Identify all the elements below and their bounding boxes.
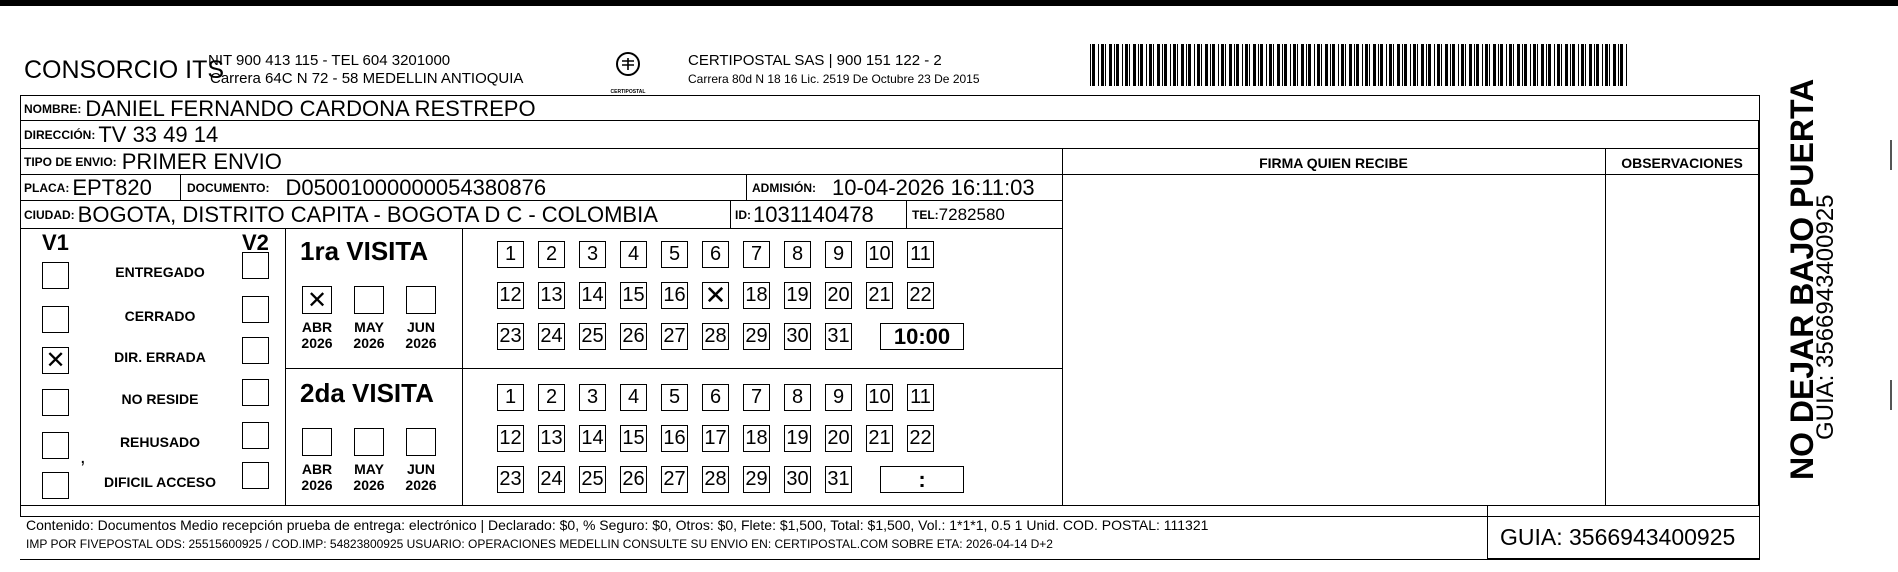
day-box[interactable]: 28	[702, 323, 729, 350]
day-box[interactable]: 23	[497, 323, 524, 350]
month-name: MAY	[354, 319, 384, 335]
ship-type-label: TIPO DE ENVIO:	[24, 154, 117, 169]
day-box[interactable]: 9	[825, 384, 852, 411]
plate: EPT820	[72, 174, 152, 200]
v2-checkbox[interactable]	[242, 252, 269, 279]
barcode-bar	[1253, 44, 1256, 86]
day-box[interactable]: 13	[538, 425, 565, 452]
month-year: 2026	[301, 335, 333, 351]
observations-header: OBSERVACIONES	[1621, 155, 1743, 171]
barcode-bar	[1493, 44, 1496, 86]
barcode-bar	[1338, 44, 1339, 86]
barcode-bar	[1314, 44, 1315, 86]
status-label: REHUSADO	[119, 434, 201, 450]
barcode-bar	[1164, 44, 1167, 86]
barcode-bar	[1513, 44, 1514, 86]
barcode-bar	[1245, 44, 1248, 86]
barcode-bar	[1413, 44, 1416, 86]
barcode-bar	[1129, 44, 1130, 86]
day-box[interactable]: 18	[743, 282, 770, 309]
edge-mark	[1890, 140, 1892, 170]
month-label	[342, 461, 396, 493]
barcode-bar	[1188, 44, 1191, 86]
barcode-bar	[1410, 44, 1411, 86]
barcode-bar	[1098, 44, 1099, 86]
barcode-bar	[1530, 44, 1531, 86]
barcode-bar	[1140, 44, 1143, 86]
barcode-bar	[1596, 44, 1599, 86]
month-label	[290, 319, 344, 351]
barcode-bar	[1426, 44, 1427, 86]
barcode-bar	[1273, 44, 1274, 86]
month-name: JUN	[406, 319, 435, 335]
barcode-bar	[1345, 44, 1346, 86]
barcode-bar	[1293, 44, 1296, 86]
tel-number: 7282580	[938, 204, 1005, 224]
day-box[interactable]: 5	[661, 241, 688, 268]
edge-mark	[1890, 380, 1892, 410]
barcode-bar	[1618, 44, 1619, 86]
day-box[interactable]: 20	[825, 425, 852, 452]
barcode-bar	[1561, 44, 1562, 86]
barcode-bar	[1269, 44, 1272, 86]
barcode-bar	[1609, 44, 1610, 86]
barcode-bar	[1330, 44, 1331, 86]
barcode-bar	[1437, 44, 1440, 86]
barcode-bar	[1116, 44, 1119, 86]
footer-guia-divider	[1487, 505, 1488, 517]
barcode-bar	[1332, 44, 1335, 86]
day-box[interactable]: 22	[907, 425, 934, 452]
month-year: 2026	[353, 477, 385, 493]
barcode-bar	[1380, 44, 1383, 86]
month-label	[394, 461, 448, 493]
day-box[interactable]: 9	[825, 241, 852, 268]
barcode-bar	[1461, 44, 1464, 86]
month-year: 2026	[405, 335, 437, 351]
barcode-bar	[1194, 44, 1195, 86]
barcode-bar	[1109, 44, 1112, 86]
barcode-bar	[1221, 44, 1224, 86]
status-divider	[285, 228, 286, 505]
barcode-bar	[1445, 44, 1448, 86]
certipostal-logo	[605, 50, 651, 95]
barcode-bar	[1389, 44, 1392, 86]
day-box[interactable]: 5	[661, 384, 688, 411]
barcode-bar	[1105, 44, 1106, 86]
barcode-bar	[1605, 44, 1608, 86]
barcode-bar	[1317, 44, 1320, 86]
time-box[interactable]: 10:00	[880, 323, 964, 350]
barcode-bar	[1541, 44, 1544, 86]
barcode-bar	[1469, 44, 1472, 86]
barcode-bar	[1509, 44, 1512, 86]
barcode-bar	[1428, 44, 1431, 86]
time-box[interactable]: :	[880, 466, 964, 493]
day-box[interactable]: 27	[661, 466, 688, 493]
day-box[interactable]: 25	[579, 323, 606, 350]
day-box[interactable]: 12	[497, 425, 524, 452]
barcode-bar	[1186, 44, 1187, 86]
row-line	[20, 228, 1062, 229]
stray-mark: ,	[80, 446, 86, 468]
day-box[interactable]: 14	[579, 425, 606, 452]
barcode-bar	[1229, 44, 1232, 86]
barcode-bar	[1565, 44, 1568, 86]
footer-bottom-line	[20, 559, 1760, 560]
barcode-bar	[1249, 44, 1250, 86]
barcode-bar	[1589, 44, 1592, 86]
month-year: 2026	[301, 477, 333, 493]
day-box[interactable]: 21	[866, 282, 893, 309]
barcode-bar	[1441, 44, 1442, 86]
address-label: DIRECCIÓN:	[24, 128, 96, 142]
visit1-title: 1ra VISITA	[300, 236, 429, 266]
day-box[interactable]: 30	[784, 323, 811, 350]
v1-checkbox[interactable]: ✕	[42, 347, 69, 374]
barcode-bar	[1482, 44, 1483, 86]
barcode-bar	[1090, 44, 1091, 86]
barcode-bar	[1476, 44, 1479, 86]
barcode-bar	[1349, 44, 1352, 86]
barcode-bar	[1138, 44, 1139, 86]
v2-checkbox[interactable]	[242, 462, 269, 489]
barcode-bar	[1306, 44, 1307, 86]
day-box[interactable]: 16	[661, 282, 688, 309]
month-checkbox[interactable]	[406, 286, 436, 314]
day-box[interactable]: 10	[866, 384, 893, 411]
cell-divider	[746, 175, 747, 200]
day-box[interactable]: 29	[743, 323, 770, 350]
barcode-bar	[1157, 44, 1160, 86]
barcode-bar	[1557, 44, 1560, 86]
day-box[interactable]: 21	[866, 425, 893, 452]
barcode-bar	[1354, 44, 1355, 86]
city: BOGOTA, DISTRITO CAPITA - BOGOTA D C - COLOMBIA	[77, 201, 658, 227]
barcode-bar	[1594, 44, 1595, 86]
day-box[interactable]: 7	[743, 241, 770, 268]
cell-divider	[906, 201, 907, 228]
barcode-bar	[1548, 44, 1551, 86]
visit2-title: 2da VISITA	[300, 378, 434, 408]
barcode-bar	[1162, 44, 1163, 86]
barcode-bar	[1620, 44, 1623, 86]
day-box[interactable]: 29	[743, 466, 770, 493]
barcode-bar	[1218, 44, 1219, 86]
barcode-bar	[1613, 44, 1616, 86]
month-label	[290, 461, 344, 493]
day-box[interactable]: 22	[907, 282, 934, 309]
barcode-bar	[1212, 44, 1215, 86]
months-divider	[462, 228, 463, 505]
status-label: DIFICIL ACCESO	[103, 474, 216, 490]
v1-checkbox[interactable]	[42, 389, 69, 416]
barcode-bar	[1205, 44, 1208, 86]
barcode-bar	[1297, 44, 1298, 86]
barcode-bar	[1210, 44, 1211, 86]
barcode-bar	[1356, 44, 1359, 86]
id-label: ID:	[735, 207, 751, 222]
day-box[interactable]: 12	[497, 282, 524, 309]
barcode-bar	[1498, 44, 1499, 86]
day-box[interactable]: 15	[620, 425, 647, 452]
status-label: DIR. ERRADA	[114, 349, 206, 365]
barcode-bar	[1506, 44, 1507, 86]
v1-checkbox[interactable]	[42, 472, 69, 499]
barcode-bar	[1626, 44, 1627, 86]
col-divider	[1062, 148, 1063, 505]
barcode-bar	[1277, 44, 1280, 86]
barcode-bar	[1101, 44, 1104, 86]
barcode-bar	[1404, 44, 1407, 86]
day-box[interactable]: 19	[784, 282, 811, 309]
day-box[interactable]: 8	[784, 241, 811, 268]
barcode-bar	[1397, 44, 1400, 86]
barcode-bar	[1325, 44, 1328, 86]
day-box[interactable]: 6	[702, 384, 729, 411]
barcode-bar	[1308, 44, 1311, 86]
day-box[interactable]: ✕	[702, 282, 729, 309]
barcode-bar	[1225, 44, 1226, 86]
admission-label: ADMISIÓN:	[752, 180, 816, 195]
carrier-name: CERTIPOSTAL SAS | 900 151 122 - 2	[688, 52, 942, 69]
day-box[interactable]: 19	[784, 425, 811, 452]
barcode-bar	[1282, 44, 1283, 86]
month-checkbox[interactable]	[354, 286, 384, 314]
barcode-bar	[1146, 44, 1147, 86]
company-nit: NIT 900 413 115 - TEL 604 3201000	[208, 52, 451, 69]
month-checkbox[interactable]	[302, 428, 332, 456]
barcode-bar	[1546, 44, 1547, 86]
month-label	[342, 319, 396, 351]
v2-checkbox[interactable]	[242, 296, 269, 323]
day-box[interactable]: 6	[702, 241, 729, 268]
day-box[interactable]: 10	[866, 241, 893, 268]
barcode-bar	[1114, 44, 1115, 86]
barcode-bar	[1201, 44, 1202, 86]
status-label: NO RESIDE	[121, 391, 199, 407]
barcode-bar	[1554, 44, 1555, 86]
day-box[interactable]: 28	[702, 466, 729, 493]
barcode-bar	[1533, 44, 1536, 86]
barcode-bar	[1373, 44, 1376, 86]
barcode-bar	[1362, 44, 1363, 86]
barcode-bar	[1341, 44, 1344, 86]
top-border	[0, 0, 1898, 6]
id-number: 1031140478	[753, 201, 874, 227]
cell-divider	[730, 201, 731, 228]
month-checkbox[interactable]: ✕	[302, 286, 332, 314]
admission-date: 10-04-2026 16:11:03	[832, 174, 1035, 200]
barcode-bar	[1125, 44, 1128, 86]
barcode-bar	[1266, 44, 1267, 86]
day-box[interactable]: 8	[784, 384, 811, 411]
barcode-bar	[1417, 44, 1418, 86]
barcode-bar	[1365, 44, 1368, 86]
day-box[interactable]: 20	[825, 282, 852, 309]
company-address: Carrera 64C N 72 - 58 MEDELLIN ANTIOQUIA	[210, 70, 524, 87]
city-label: CIUDAD:	[24, 207, 75, 222]
barcode	[1090, 44, 1630, 86]
day-box[interactable]: 3	[579, 384, 606, 411]
day-box[interactable]: 31	[825, 466, 852, 493]
day-box[interactable]: 1	[497, 384, 524, 411]
document-number: D05001000000054380876	[285, 174, 547, 200]
col-header-line	[1062, 174, 1760, 175]
day-box[interactable]: 24	[538, 323, 565, 350]
footer-line	[20, 505, 1760, 506]
barcode-bar	[1153, 44, 1154, 86]
day-box[interactable]: 30	[784, 466, 811, 493]
v1-checkbox[interactable]	[42, 306, 69, 333]
col-divider	[1605, 148, 1606, 505]
barcode-bar	[1242, 44, 1243, 86]
v2-checkbox[interactable]	[242, 337, 269, 364]
barcode-bar	[1570, 44, 1571, 86]
signature-header: FIRMA QUIEN RECIBE	[1259, 155, 1408, 171]
day-box[interactable]: 23	[497, 466, 524, 493]
barcode-bar	[1122, 44, 1123, 86]
barcode-bar	[1321, 44, 1322, 86]
footer-content: Contenido: Documentos Medio recepción prueba de entrega: electrónico | Declarado: $0, % Seguro: $0, Otros: $0, Flete: $1,500, Total: $1,500, Vol.: 1*1*1, 0.5 1 Unid. COD. POSTAL: 111321	[26, 517, 1209, 533]
footer-guia: GUIA: 3566943400925	[1500, 524, 1736, 550]
barcode-bar	[1402, 44, 1403, 86]
recipient-name: DANIEL FERNANDO CARDONA RESTREPO	[85, 95, 536, 121]
barcode-bar	[1301, 44, 1304, 86]
day-box[interactable]: 4	[620, 384, 647, 411]
month-year: 2026	[353, 335, 385, 351]
day-box[interactable]: 16	[661, 425, 688, 452]
barcode-bar	[1450, 44, 1451, 86]
day-box[interactable]: 27	[661, 323, 688, 350]
day-box[interactable]: 4	[620, 241, 647, 268]
barcode-bar	[1485, 44, 1488, 86]
v1-checkbox[interactable]	[42, 432, 69, 459]
month-checkbox[interactable]	[406, 428, 436, 456]
month-name: JUN	[406, 461, 435, 477]
month-name: ABR	[301, 461, 333, 477]
cell-divider	[180, 175, 181, 200]
month-year: 2026	[405, 477, 437, 493]
barcode-bar	[1517, 44, 1520, 86]
day-box[interactable]: 1	[497, 241, 524, 268]
v2-header: V2	[242, 230, 269, 255]
barcode-bar	[1581, 44, 1584, 86]
day-box[interactable]: 3	[579, 241, 606, 268]
plate-label: PLACA:	[24, 180, 70, 195]
document-label: DOCUMENTO:	[187, 180, 270, 195]
v1-checkbox[interactable]	[42, 262, 69, 289]
barcode-bar	[1524, 44, 1527, 86]
day-box[interactable]: 2	[538, 241, 565, 268]
barcode-bar	[1537, 44, 1538, 86]
barcode-bar	[1386, 44, 1387, 86]
v2-checkbox[interactable]	[242, 422, 269, 449]
barcode-bar	[1452, 44, 1455, 86]
barcode-bar	[1236, 44, 1239, 86]
month-checkbox[interactable]	[354, 428, 384, 456]
name-label: NOMBRE:	[24, 101, 82, 116]
barcode-bar	[1170, 44, 1171, 86]
company-name: CONSORCIO ITS	[24, 56, 225, 84]
barcode-bar	[1173, 44, 1176, 86]
barcode-bar	[1500, 44, 1503, 86]
day-box[interactable]: 11	[907, 384, 934, 411]
barcode-bar	[1290, 44, 1291, 86]
barcode-bar	[1234, 44, 1235, 86]
barcode-bar	[1092, 44, 1095, 86]
barcode-bar	[1421, 44, 1424, 86]
day-box[interactable]: 2	[538, 384, 565, 411]
visit-divider	[285, 368, 1062, 369]
barcode-bar	[1572, 44, 1575, 86]
day-box[interactable]: 7	[743, 384, 770, 411]
barcode-bar	[1465, 44, 1466, 86]
barcode-bar	[1489, 44, 1490, 86]
barcode-bar	[1474, 44, 1475, 86]
barcode-bar	[1284, 44, 1287, 86]
day-box[interactable]: 26	[620, 323, 647, 350]
day-box[interactable]: 15	[620, 282, 647, 309]
side-guia: GUIA: 3566943400925	[1812, 194, 1839, 440]
recipient-address: TV 33 49 14	[98, 122, 219, 147]
v1-header: V1	[42, 230, 69, 255]
carrier-license: Carrera 80d N 18 16 Lic. 2519 De Octubre 23 De 2015	[688, 72, 980, 86]
barcode-bar	[1133, 44, 1136, 86]
tel-label: TEL:	[912, 207, 939, 222]
side-warning: NO DEJAR BAJO PUERTA	[1784, 78, 1820, 480]
barcode-bar	[1258, 44, 1259, 86]
barcode-bar	[1177, 44, 1178, 86]
barcode-bar	[1197, 44, 1200, 86]
barcode-bar	[1458, 44, 1459, 86]
day-box[interactable]: 11	[907, 241, 934, 268]
month-name: ABR	[301, 319, 333, 335]
logo-text: CERTIPOSTAL	[610, 89, 646, 95]
barcode-bar	[1369, 44, 1370, 86]
month-name: MAY	[354, 461, 384, 477]
ship-type: PRIMER ENVIO	[121, 148, 282, 174]
barcode-bar	[1602, 44, 1603, 86]
day-box[interactable]: 31	[825, 323, 852, 350]
barcode-bar	[1260, 44, 1263, 86]
day-box[interactable]: 24	[538, 466, 565, 493]
day-box[interactable]: 13	[538, 282, 565, 309]
v2-checkbox[interactable]	[242, 379, 269, 406]
day-box[interactable]: 17	[702, 425, 729, 452]
barcode-bar	[1393, 44, 1394, 86]
col-divider	[1758, 120, 1759, 505]
month-label	[394, 319, 448, 351]
barcode-bar	[1434, 44, 1435, 86]
barcode-bar	[1578, 44, 1579, 86]
barcode-bar	[1585, 44, 1586, 86]
footer-imp: IMP POR FIVEPOSTAL ODS: 25515600925 / COD.IMP: 54823800925 USUARIO: OPERACIONES MEDELLIN CONSULTE SU ENVIO EN: CERTIPOSTAL.COM SOBRE ETA: 2026-04-14 D+2	[26, 537, 1053, 551]
barcode-bar	[1378, 44, 1379, 86]
barcode-bar	[1522, 44, 1523, 86]
day-box[interactable]: 26	[620, 466, 647, 493]
status-label: CERRADO	[124, 308, 196, 324]
barcode-bar	[1181, 44, 1184, 86]
day-box[interactable]: 25	[579, 466, 606, 493]
status-label: ENTREGADO	[115, 264, 205, 280]
day-box[interactable]: 18	[743, 425, 770, 452]
barcode-bar	[1149, 44, 1152, 86]
day-box[interactable]: 14	[579, 282, 606, 309]
